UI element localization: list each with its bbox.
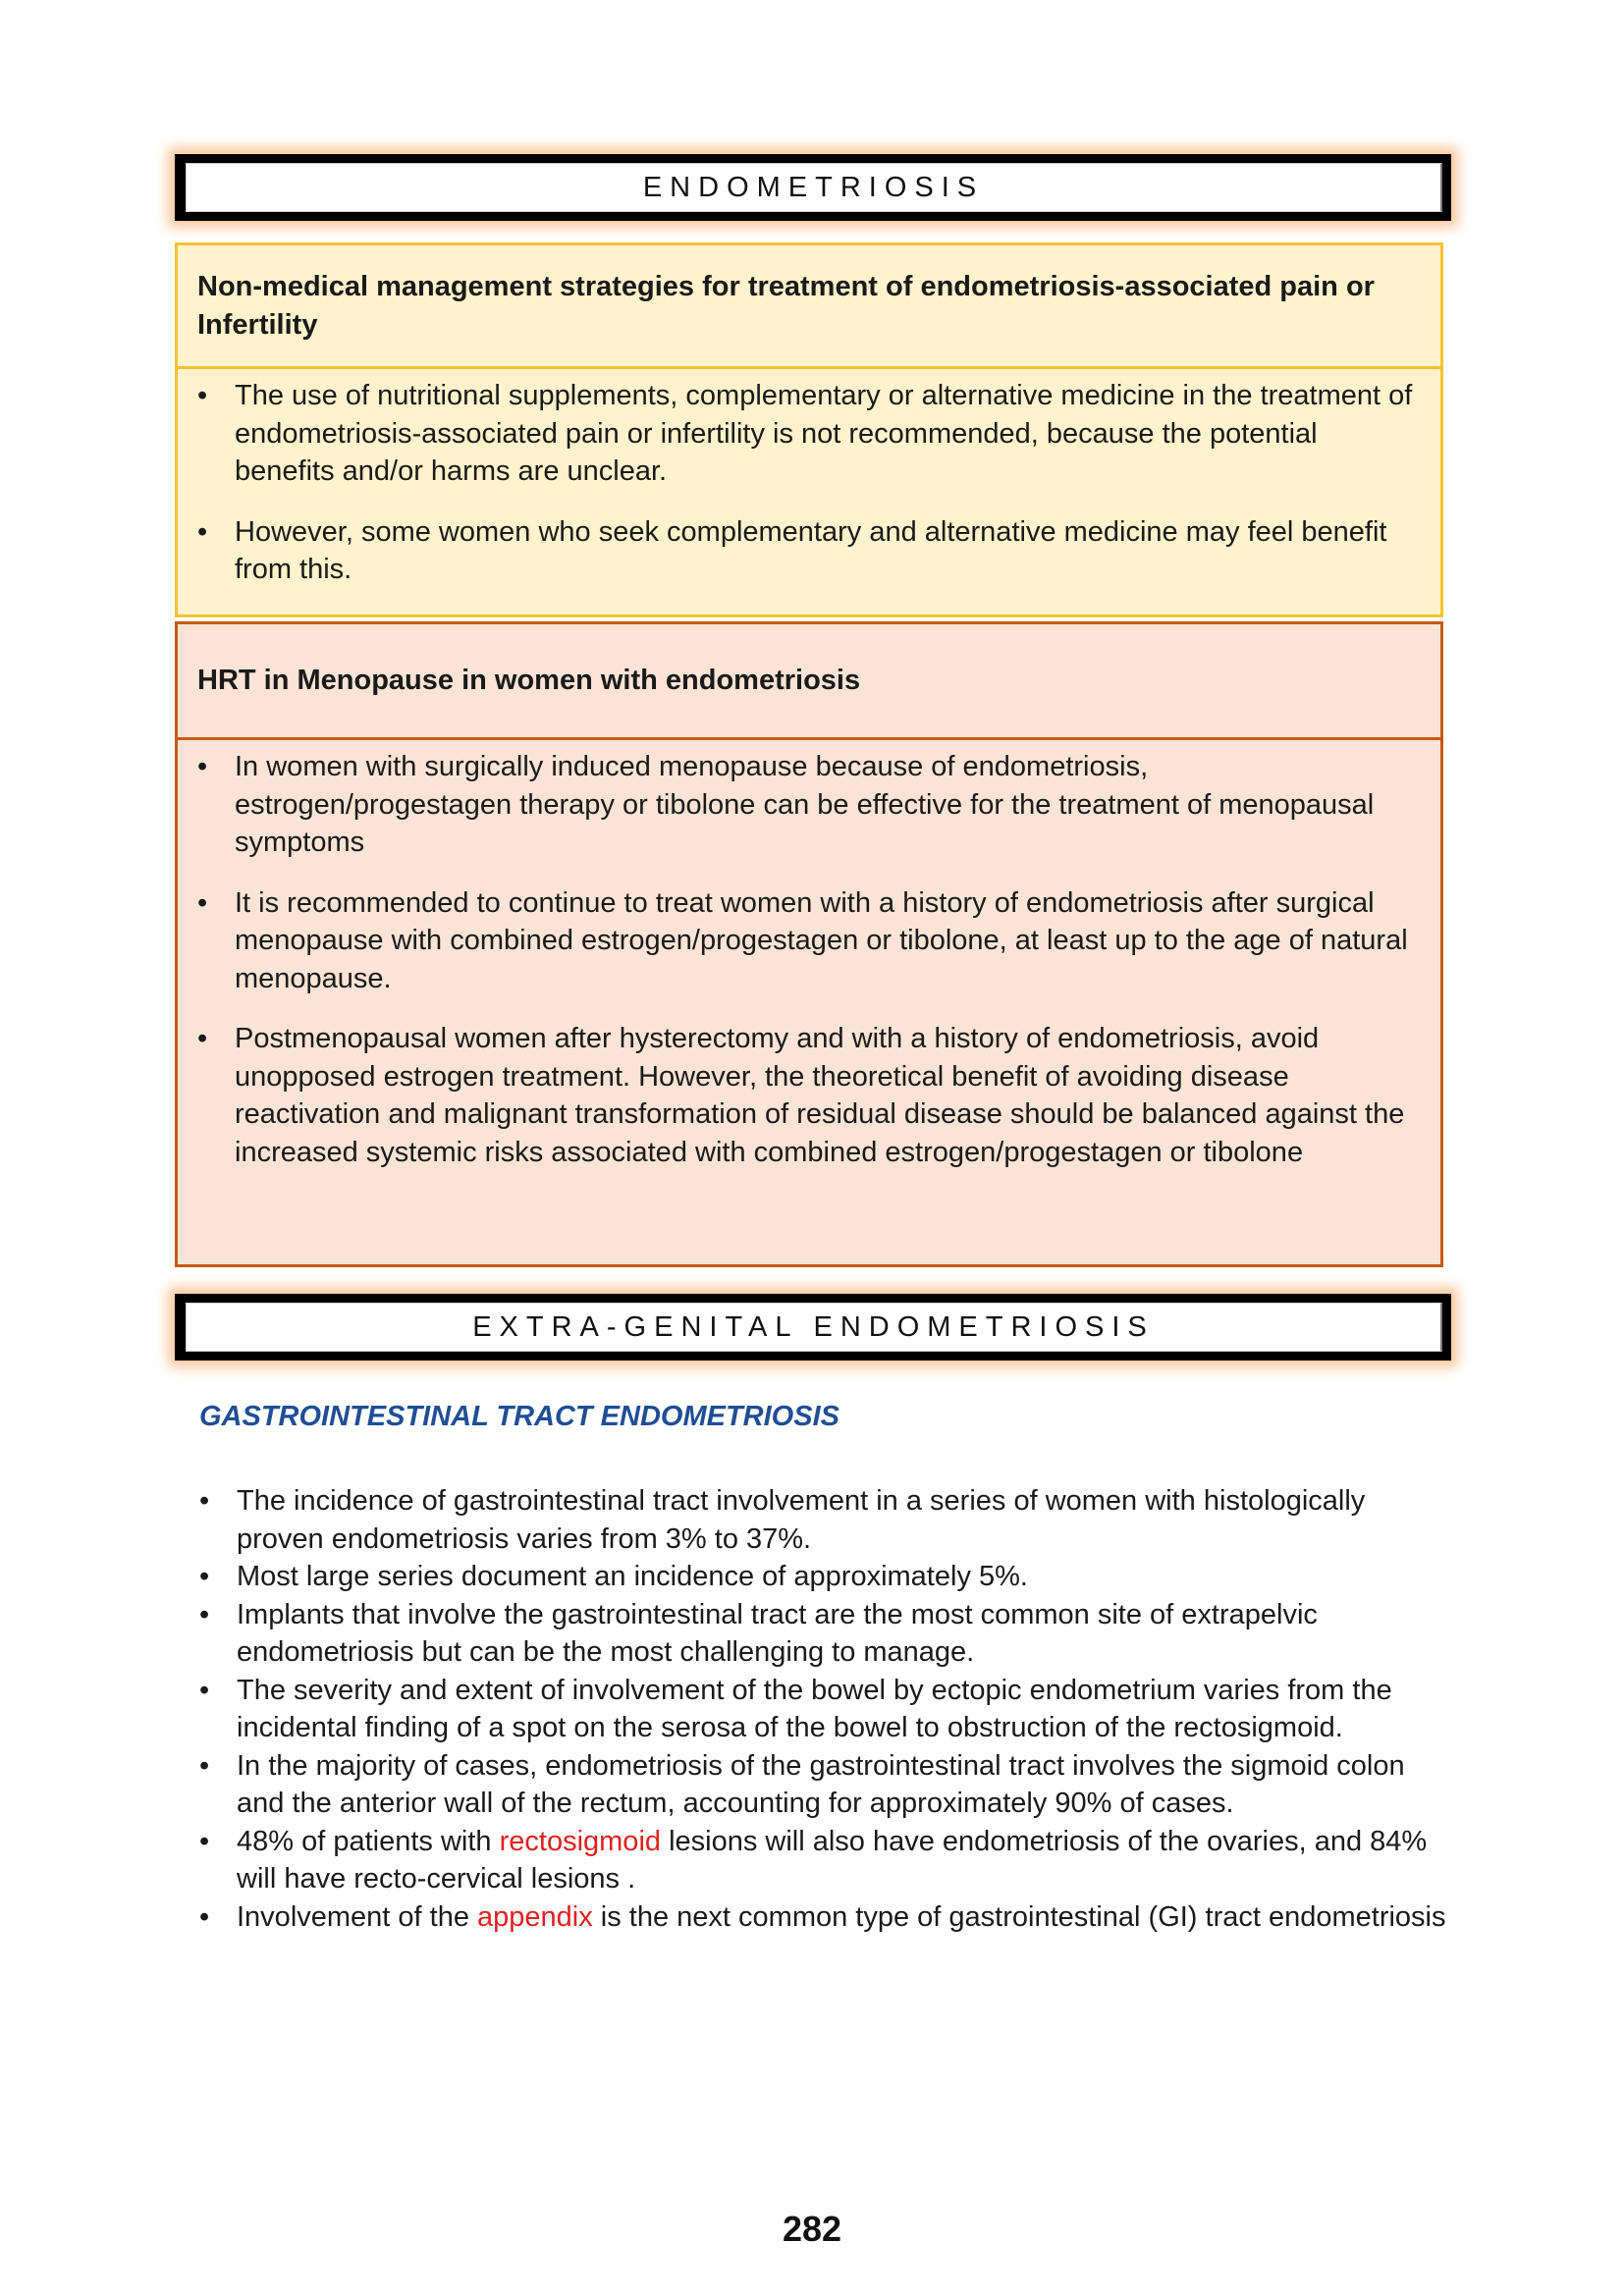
bullet-list xyxy=(197,377,1421,589)
box-heading: HRT in Menopause in women with endometriosis xyxy=(178,624,1440,740)
list-item: • In women with surgically induced menopause because of endometriosis, estrogen/progestagen therapy or tibolone can be effective for the treatment of menopausal symptoms xyxy=(197,748,1421,862)
gi-section-heading: GASTROINTESTINAL TRACT ENDOMETRIOSIS xyxy=(199,1401,839,1432)
highlight-rectosigmoid: rectosigmoid xyxy=(499,1825,662,1857)
text: 48% of patients with xyxy=(237,1825,500,1857)
text: lesions will also have endometriosis of the ovaries, and 84% will have recto-cervical lesions . xyxy=(237,1825,1428,1895)
list-item xyxy=(199,1823,1456,1898)
text: is the next common type of gastrointestinal (GI) tract endometriosis xyxy=(592,1900,1446,1933)
section-banner-title: ENDOMETRIOSIS xyxy=(186,163,1442,212)
page-number: 282 xyxy=(782,2209,842,2249)
list-item xyxy=(199,1898,1456,1937)
list-item: • The severity and extent of involvement of the bowel by ectopic endometrium varies from the incidental finding of a spot on the serosa of the bowel to obstruction of the rectosigmoid. xyxy=(199,1672,1456,1747)
list-item: • Postmenopausal women after hysterectomy and with a history of endometriosis, avoid unopposed estrogen treatment. However, the theoretical benefit of avoiding disease reactivation and malignant transformation of residual disease should be balanced against the increased systemic risks associated with combined estrogen/progestagen or tibolone xyxy=(197,1020,1421,1171)
list-item: • The incidence of gastrointestinal tract involvement in a series of women with histologically proven endometriosis varies from 3% to 37%. xyxy=(199,1482,1456,1558)
list-item: • Most large series document an incidence of approximately 5%. xyxy=(199,1558,1456,1596)
section-banner-title: EXTRA-GENITAL ENDOMETRIOSIS xyxy=(186,1303,1442,1352)
section-banner-endometriosis xyxy=(175,154,1451,221)
list-item: • Implants that involve the gastrointestinal tract are the most common site of extrapelvic endometriosis but can be the most challenging to manage. xyxy=(199,1596,1456,1672)
list-item: • In the majority of cases, endometriosis of the gastrointestinal tract involves the sigmoid colon and the anterior wall of the rectum, accounting for approximately 90% of cases. xyxy=(199,1747,1456,1823)
list-item: • The use of nutritional supplements, complementary or alternative medicine in the treatment of endometriosis-associated pain or infertility is not recommended, because the potential benefits and/or harms are unclear. xyxy=(197,377,1421,491)
bullet-list xyxy=(197,748,1421,1171)
text: Involvement of the xyxy=(237,1900,478,1933)
section-banner-extra-genital xyxy=(175,1294,1451,1361)
gi-bullet-list xyxy=(199,1482,1456,1936)
box-heading: Non-medical management strategies for treatment of endometriosis-associated pain or Infertility xyxy=(178,245,1440,369)
list-item: • However, some women who seek complementary and alternative medicine may feel benefit from this. xyxy=(197,513,1421,589)
list-item: • It is recommended to continue to treat women with a history of endometriosis after surgical menopause with combined estrogen/progestagen or tibolone, at least up to the age of natural menopause. xyxy=(197,884,1421,998)
non-medical-management-box xyxy=(175,242,1443,617)
highlight-appendix: appendix xyxy=(477,1900,593,1933)
hrt-menopause-box xyxy=(175,621,1443,1267)
